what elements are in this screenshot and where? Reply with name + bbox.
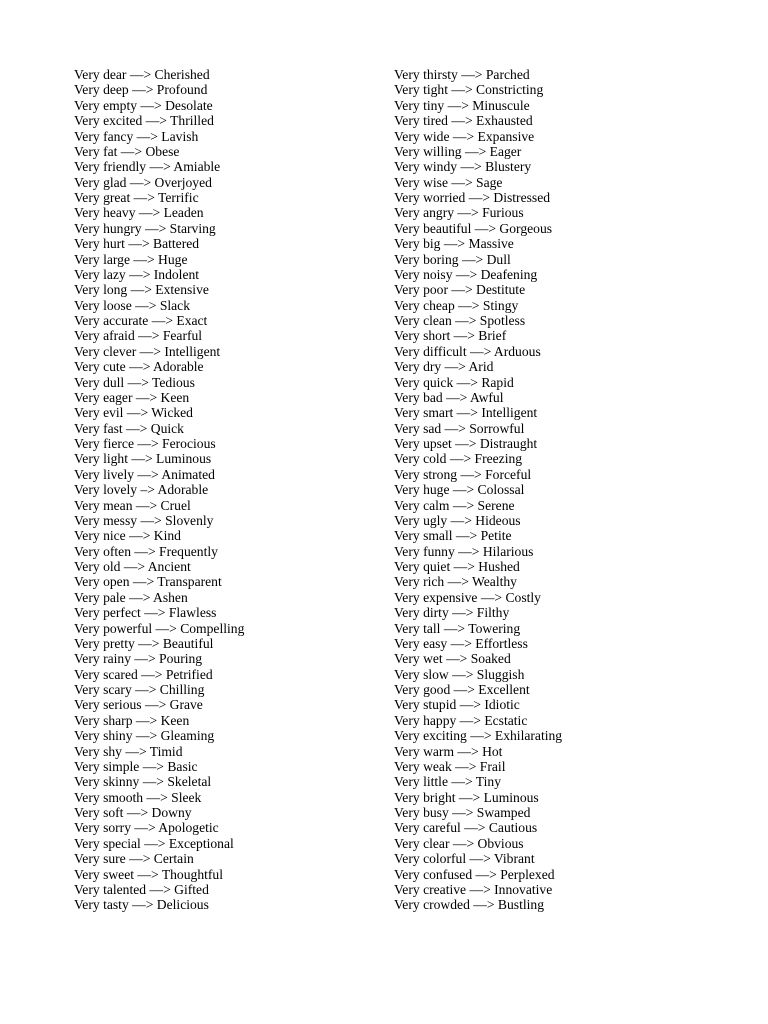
word-pair-entry: Very evil —> Wicked bbox=[74, 405, 193, 421]
word-pair-entry: Very ugly —> Hideous bbox=[394, 512, 521, 528]
word-pair-entry: Very dry —> Arid bbox=[394, 359, 494, 375]
word-pair-entry: Very poor —> Destitute bbox=[394, 282, 526, 298]
word-pair-entry: Very dirty —> Filthy bbox=[394, 605, 510, 621]
word-pair-entry: Very slow —> Sluggish bbox=[394, 666, 525, 682]
word-pair-entry: Very big —> Massive bbox=[394, 236, 514, 252]
word-pair-entry: Very lazy —> Indolent bbox=[74, 266, 200, 282]
word-pair-entry: Very crowded —> Bustling bbox=[394, 897, 545, 913]
word-pair-entry: Very bad —> Awful bbox=[394, 389, 504, 405]
word-pair-entry: Very careful —> Cautious bbox=[394, 820, 538, 836]
word-pair-entry: Very short —> Brief bbox=[394, 328, 507, 344]
word-pair-entry: Very powerful —> Compelling bbox=[74, 620, 245, 636]
word-pair-entry: Very serious —> Grave bbox=[74, 697, 203, 713]
word-pair-entry: Very empty —> Desolate bbox=[74, 97, 213, 113]
word-pair-entry: Very funny —> Hilarious bbox=[394, 543, 534, 559]
word-pair-entry: Very good —> Excellent bbox=[394, 682, 530, 697]
word-pair-entry: Very rainy —> Pouring bbox=[74, 651, 203, 667]
word-pair-entry: Very quick —> Rapid bbox=[394, 374, 514, 390]
word-pair-entry: Very busy —> Swamped bbox=[394, 805, 531, 820]
word-pair-entry: Very wide —> Expansive bbox=[394, 128, 535, 144]
word-pair-entry: Very afraid —> Fearful bbox=[74, 328, 203, 344]
word-pair-entry: Very cheap —> Stingy bbox=[394, 297, 519, 313]
word-pair-entry: Very heavy —> Leaden bbox=[74, 205, 204, 221]
word-pair-entry: Very exciting —> Exhilarating bbox=[394, 728, 563, 744]
word-pair-entry: Very deep —> Profound bbox=[74, 82, 208, 98]
word-pair-entry: Very loose —> Slack bbox=[74, 297, 191, 313]
word-pair-entry: Very glad —> Overjoyed bbox=[74, 174, 212, 190]
word-pair-entry: Very noisy —> Deafening bbox=[394, 266, 538, 282]
word-pair-entry: Very weak —> Frail bbox=[394, 758, 506, 774]
word-pair-entry: Very hungry —> Starving bbox=[74, 220, 216, 236]
word-pair-entry: Very willing —> Eager bbox=[394, 143, 522, 159]
word-pair-entry: Very difficult —> Arduous bbox=[394, 343, 541, 359]
word-pair-entry: Very fancy —> Lavish bbox=[74, 128, 199, 144]
word-pair-entry: Very skinny —> Skeletal bbox=[74, 774, 212, 790]
word-pair-entry: Very shy —> Timid bbox=[74, 743, 183, 759]
word-pair-entry: Very dull —> Tedious bbox=[74, 374, 195, 390]
word-pair-entry: Very small —> Petite bbox=[394, 528, 512, 544]
word-pair-entry: Very soft —> Downy bbox=[74, 805, 192, 820]
word-pair-entry: Very bright —> Luminous bbox=[394, 789, 539, 805]
word-pair-entry: Very nice —> Kind bbox=[74, 528, 181, 544]
word-pair-entry: Very wet —> Soaked bbox=[394, 651, 511, 667]
word-pair-entry: Very dear —> Cherished bbox=[74, 67, 210, 82]
word-pair-entry: Very rich —> Wealthy bbox=[394, 574, 517, 590]
word-pair-entry: Very sure —> Certain bbox=[74, 851, 194, 867]
word-list-right-column bbox=[394, 67, 562, 913]
word-pair-entry: Very tall —> Towering bbox=[394, 620, 521, 636]
word-pair-entry: Very warm —> Hot bbox=[394, 743, 503, 759]
word-pair-entry: Very boring —> Dull bbox=[394, 251, 511, 267]
word-pair-entry: Very scary —> Chilling bbox=[74, 682, 205, 697]
word-pair-entry: Very perfect —> Flawless bbox=[74, 605, 217, 621]
word-pair-entry: Very special —> Exceptional bbox=[74, 835, 234, 851]
word-pair-entry: Very tight —> Constricting bbox=[394, 82, 544, 98]
word-pair-entry: Very thirsty —> Parched bbox=[394, 67, 530, 82]
word-pair-entry: Very creative —> Innovative bbox=[394, 881, 553, 897]
word-pair-entry: Very lively —> Animated bbox=[74, 466, 215, 482]
word-pair-entry: Very fat —> Obese bbox=[74, 143, 180, 159]
word-pair-entry: Very huge —> Colossal bbox=[394, 482, 525, 498]
word-pair-entry: Very shiny —> Gleaming bbox=[74, 728, 215, 744]
word-pair-entry: Very upset —> Distraught bbox=[394, 436, 538, 451]
word-pair-entry: Very mean —> Cruel bbox=[74, 497, 191, 513]
word-pair-entry: Very long —> Extensive bbox=[74, 282, 209, 298]
word-pair-entry: Very expensive —> Costly bbox=[394, 589, 541, 605]
word-pair-entry: Very clever —> Intelligent bbox=[74, 343, 221, 359]
word-pair-entry: Very messy —> Slovenly bbox=[74, 512, 214, 528]
word-pair-entry: Very hurt —> Battered bbox=[74, 236, 200, 252]
word-pair-entry: Very sad —> Sorrowful bbox=[394, 420, 525, 436]
word-pair-entry: Very light —> Luminous bbox=[74, 451, 212, 467]
word-pair-entry: Very happy —> Ecstatic bbox=[394, 712, 528, 728]
word-pair-entry: Very lovely –> Adorable bbox=[74, 482, 209, 498]
word-pair-entry: Very excited —> Thrilled bbox=[74, 113, 214, 129]
word-pair-entry: Very talented —> Gifted bbox=[74, 881, 209, 897]
word-pair-entry: Very confused —> Perplexed bbox=[394, 866, 555, 882]
word-pair-entry: Very quiet —> Hushed bbox=[394, 559, 520, 574]
word-pair-entry: Very stupid —> Idiotic bbox=[394, 697, 520, 713]
word-pair-entry: Very tired —> Exhausted bbox=[394, 113, 533, 129]
word-pair-entry: Very little —> Tiny bbox=[394, 774, 501, 790]
word-pair-entry: Very beautiful —> Gorgeous bbox=[394, 220, 553, 236]
word-pair-entry: Very cold —> Freezing bbox=[394, 451, 523, 467]
word-pair-entry: Very tiny —> Minuscule bbox=[394, 97, 530, 113]
word-pair-entry: Very pale —> Ashen bbox=[74, 589, 188, 605]
word-pair-entry: Very sweet —> Thoughtful bbox=[74, 866, 223, 882]
word-pair-entry: Very strong —> Forceful bbox=[394, 466, 532, 482]
word-pair-entry: Very old —> Ancient bbox=[74, 559, 191, 574]
word-pair-entry: Very worried —> Distressed bbox=[394, 190, 551, 205]
word-pair-entry: Very often —> Frequently bbox=[74, 543, 218, 559]
word-pair-entry: Very large —> Huge bbox=[74, 251, 188, 267]
word-pair-entry: Very sorry —> Apologetic bbox=[74, 820, 219, 836]
word-pair-entry: Very colorful —> Vibrant bbox=[394, 851, 535, 867]
word-pair-entry: Very wise —> Sage bbox=[394, 174, 503, 190]
word-pair-entry: Very angry —> Furious bbox=[394, 205, 524, 221]
word-pair-entry: Very clean —> Spotless bbox=[394, 313, 526, 328]
word-pair-entry: Very clear —> Obvious bbox=[394, 835, 524, 851]
word-pair-entry: Very simple —> Basic bbox=[74, 758, 198, 774]
word-pair-entry: Very easy —> Effortless bbox=[394, 635, 528, 651]
word-pair-entry: Very fast —> Quick bbox=[74, 420, 184, 436]
word-pair-entry: Very fierce —> Ferocious bbox=[74, 436, 216, 451]
word-pair-entry: Very calm —> Serene bbox=[394, 497, 515, 513]
word-pair-entry: Very accurate —> Exact bbox=[74, 313, 208, 328]
word-pair-entry: Very great —> Terrific bbox=[74, 190, 199, 205]
word-pair-entry: Very smooth —> Sleek bbox=[74, 789, 202, 805]
word-pair-entry: Very open —> Transparent bbox=[74, 574, 222, 590]
word-pair-entry: Very windy —> Blustery bbox=[394, 159, 532, 175]
word-pair-entry: Very friendly —> Amiable bbox=[74, 159, 221, 175]
word-pair-entry: Very eager —> Keen bbox=[74, 389, 190, 405]
word-pair-entry: Very scared —> Petrified bbox=[74, 666, 213, 682]
word-pair-entry: Very sharp —> Keen bbox=[74, 712, 190, 728]
word-pair-entry: Very tasty —> Delicious bbox=[74, 897, 209, 913]
word-pair-entry: Very smart —> Intelligent bbox=[394, 405, 538, 421]
word-pair-entry: Very cute —> Adorable bbox=[74, 359, 204, 375]
word-list-left-column bbox=[74, 67, 244, 913]
word-pair-entry: Very pretty —> Beautiful bbox=[74, 635, 214, 651]
